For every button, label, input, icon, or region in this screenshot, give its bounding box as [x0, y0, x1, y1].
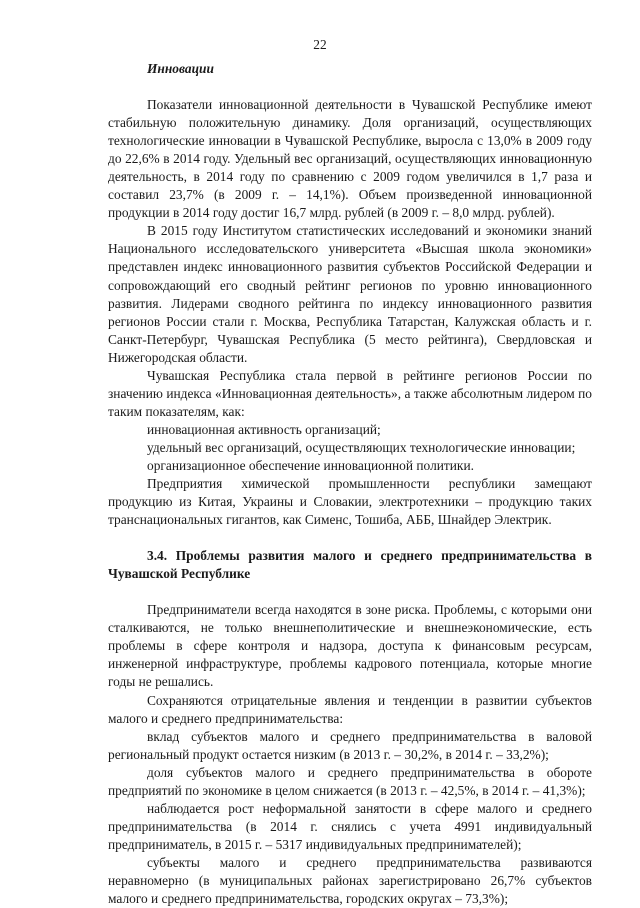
list-item: вклад субъектов малого и среднего предпринимательства в валовой региональный продукт остается низким (в 2013 г. – 30,2%, в 2014 г. – 33,2%);: [108, 728, 592, 762]
paragraph-innovation-indicators: Показатели инновационной деятельности в Чувашской Республике имеют стабильную положительную динамику. Доля организаций, осуществляющих технологические инновации в Чувашской Республике, выросла с 13,0% в 2009 году до 22,6% в 2014 году. Удельный вес организаций, осуществляющих инновационную деятельность, в 2014 году по сравнению с 2009 годом увеличился в 1,7 раза и составил 23,7% (в 2009 г. – 14,1%). Объем произведенной инновационной продукции в 2014 году достиг 16,7 млрд. рублей (в 2009 г. – 8,0 млрд. рублей).: [108, 97, 592, 221]
paragraph-negative-trends: Сохраняются отрицательные явления и тенденции в развитии субъектов малого и среднего предпринимательства:: [108, 692, 592, 726]
list-item: субъекты малого и среднего предпринимательства развиваются неравномерно (в муниципальных районах зарегистрировано 26,7% субъектов малого и среднего предпринимательства, городских округах – 73,3%);: [108, 854, 592, 907]
section-heading-3-4: 3.4. Проблемы развития малого и среднего предпринимательства в Чувашской Республике: [108, 548, 592, 582]
paragraph-chemical-industry: Предприятия химической промышленности республики замещают продукцию из Китая, Украины и Словакии, электротехники – продукцию таких транснациональных гигантов, как Сименс, Тошиба, АББ, Шнайдер Электрик.: [108, 476, 592, 528]
paragraph-entrepreneur-risks: Предприниматели всегда находятся в зоне риска. Проблемы, с которыми они сталкиваются, не только внешнеполитические и внешнеэкономические, есть проблемы в сфере контроля и надзора, доступа к финансовым ресурсам, инженерной инфраструктуре, проблемы кадрового потенциала, которые многие годы не решались.: [108, 602, 592, 690]
list-item: инновационная активность организаций;: [147, 421, 381, 437]
page-content: [108, 60, 592, 908]
list-item: организационное обеспечение инновационной политики.: [147, 457, 474, 473]
page-number: 22: [313, 37, 327, 52]
paragraph-chuvashia-leader: Чувашская Республика стала первой в рейтинге регионов России по значению индекса «Инновационная деятельность», а также абсолютным лидером по таким показателям, как:: [108, 367, 592, 419]
heading-innovations: Инновации: [147, 61, 214, 76]
list-item: доля субъектов малого и среднего предпринимательства в обороте предприятий по экономике в целом снижается (в 2013 г. – 42,5%, в 2014 г. – 41,3%);: [108, 764, 592, 798]
list-item: наблюдается рост неформальной занятости в сфере малого и среднего предпринимательства (в 2014 г. снялись с учета 4991 индивидуальный предприниматель, в 2015 г. – 5317 индивидуальных предпринимателей);: [108, 800, 592, 852]
paragraph-innovation-index-2015: В 2015 году Институтом статистических исследований и экономики знаний Национального исследовательского университета «Высшая школа экономики» представлен индекс инновационного развития субъектов Российской Федерации и сопровождающий его сводный рейтинг регионов по уровню инновационного развития. Лидерами сводного рейтинга по индексу инновационного развития регионов России стали г. Москва, Республика Татарстан, Калужская область и г. Санкт-Петербург, Чувашская Республика (5 место рейтинга), Свердловская и Нижегородская области.: [108, 223, 592, 365]
list-item: удельный вес организаций, осуществляющих технологические инновации;: [147, 439, 576, 455]
